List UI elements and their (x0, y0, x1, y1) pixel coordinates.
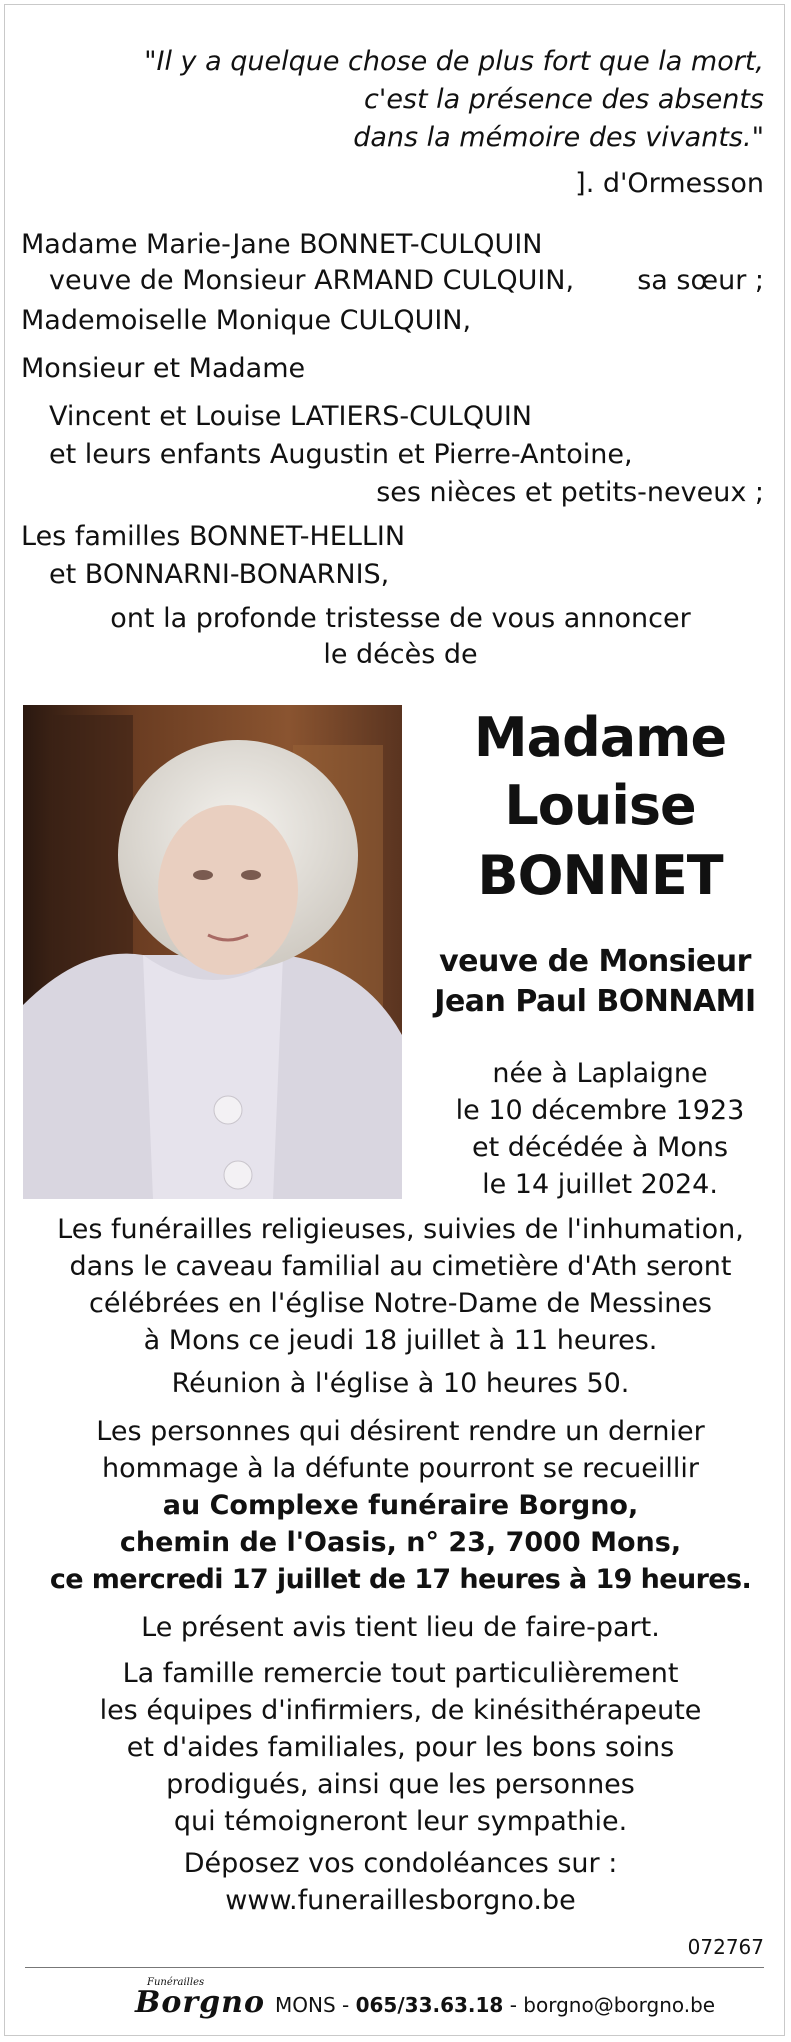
widow-line: Jean Paul BONNAMI (434, 984, 756, 1019)
notice-line: Le présent avis tient lieu de faire-part. (141, 1612, 660, 1643)
birth-line: le 10 décembre 1923 (455, 1095, 745, 1126)
deceased-first-name: Louise (504, 774, 696, 837)
portrait-photo (23, 705, 402, 1199)
separator: - (503, 1993, 524, 2017)
tribute-bold-line: ce mercredi 17 juillet de 17 heures à 19 heures. (49, 1564, 752, 1595)
funeral-line: dans le caveau familial au cimetière d'Ath seront (69, 1251, 732, 1282)
phone-number[interactable]: 065/33.63.18 (355, 1993, 504, 2017)
birth-line: née à Laplaigne (492, 1058, 708, 1089)
funeral-home-footer (135, 1977, 735, 2027)
family-line: Madame Marie-Jane BONNET-CULQUIN (21, 229, 543, 260)
family-line: Les familles BONNET-HELLIN (21, 521, 406, 552)
email-link[interactable]: borgno@borgno.be (523, 1993, 716, 2017)
funeral-line: Les funérailles religieuses, suivies de l'inhumation, (57, 1214, 744, 1245)
family-line: Monsieur et Madame (21, 353, 306, 384)
deceased-title: Madame (473, 706, 727, 769)
footer-divider (25, 1967, 764, 1968)
condolences-label: Déposez vos condoléances sur : (183, 1848, 618, 1879)
tribute-line: hommage à la défunte pourront se recueillir (102, 1453, 699, 1484)
family-line: Vincent et Louise LATIERS-CULQUIN (49, 401, 532, 432)
meeting-line: Réunion à l'église à 10 heures 50. (171, 1368, 630, 1399)
relation-tag: sa sœur ; (637, 265, 764, 296)
birth-line: le 14 juillet 2024. (482, 1169, 718, 1200)
condolences-paragraph (15, 1845, 786, 1919)
family-line: et leurs enfants Augustin et Pierre-Antoine, (49, 439, 633, 470)
reference-number: 072767 (687, 1935, 764, 1959)
thanks-line: prodigués, ainsi que les personnes (166, 1769, 635, 1800)
announcement-line: le décès de (323, 639, 478, 670)
tribute-line: Les personnes qui désirent rendre un dernier (96, 1416, 705, 1447)
obituary-notice (4, 4, 785, 2036)
thanks-line: La famille remercie tout particulièrement (122, 1658, 679, 1689)
epigraph-quote (44, 43, 764, 157)
logo-subtitle: Funérailles (147, 1977, 205, 1988)
relation-tag: ses nièces et petits-neveux ; (376, 477, 764, 508)
quote-line: c'est la présence des absents (364, 84, 764, 115)
borgno-logo: Borgno (135, 1985, 265, 2020)
contact-info (275, 1993, 715, 2017)
funeral-paragraph (15, 1211, 786, 1359)
tribute-paragraph (15, 1413, 786, 1598)
condolences-website-link[interactable]: www.funeraillesborgno.be (225, 1885, 576, 1916)
tribute-bold-line: au Complexe funéraire Borgno, (162, 1490, 639, 1521)
funeral-line: à Mons ce jeudi 18 juillet à 11 heures. (143, 1325, 658, 1356)
widow-line: veuve de Monsieur (439, 944, 751, 979)
funeral-line: célébrées en l'église Notre-Dame de Messines (89, 1288, 712, 1319)
thanks-line: les équipes d'infirmiers, de kinésithérapeute (99, 1695, 702, 1726)
birth-line: et décédée à Mons (471, 1132, 729, 1163)
family-line: veuve de Monsieur ARMAND CULQUIN, (49, 265, 575, 296)
family-line: Mademoiselle Monique CULQUIN, (21, 305, 472, 336)
portrait-image (23, 705, 402, 1199)
announcement-line: ont la profonde tristesse de vous annoncer (110, 603, 691, 634)
city: MONS (275, 1993, 336, 2017)
tribute-bold-line: chemin de l'Oasis, n° 23, 7000 Mons, (119, 1527, 682, 1558)
thanks-line: et d'aides familiales, pour les bons soins (126, 1732, 675, 1763)
thanks-line: qui témoigneront leur sympathie. (173, 1806, 628, 1837)
deceased-last-name: BONNET (477, 844, 723, 907)
quote-author: ]. d'Ormesson (575, 168, 764, 199)
family-line: et BONNARNI-BONARNIS, (49, 559, 390, 590)
separator: - (335, 1993, 356, 2017)
quote-line: "Il y a quelque chose de plus fort que la mort, (144, 46, 764, 77)
thanks-paragraph (15, 1655, 786, 1840)
quote-line: dans la mémoire des vivants." (353, 122, 764, 153)
